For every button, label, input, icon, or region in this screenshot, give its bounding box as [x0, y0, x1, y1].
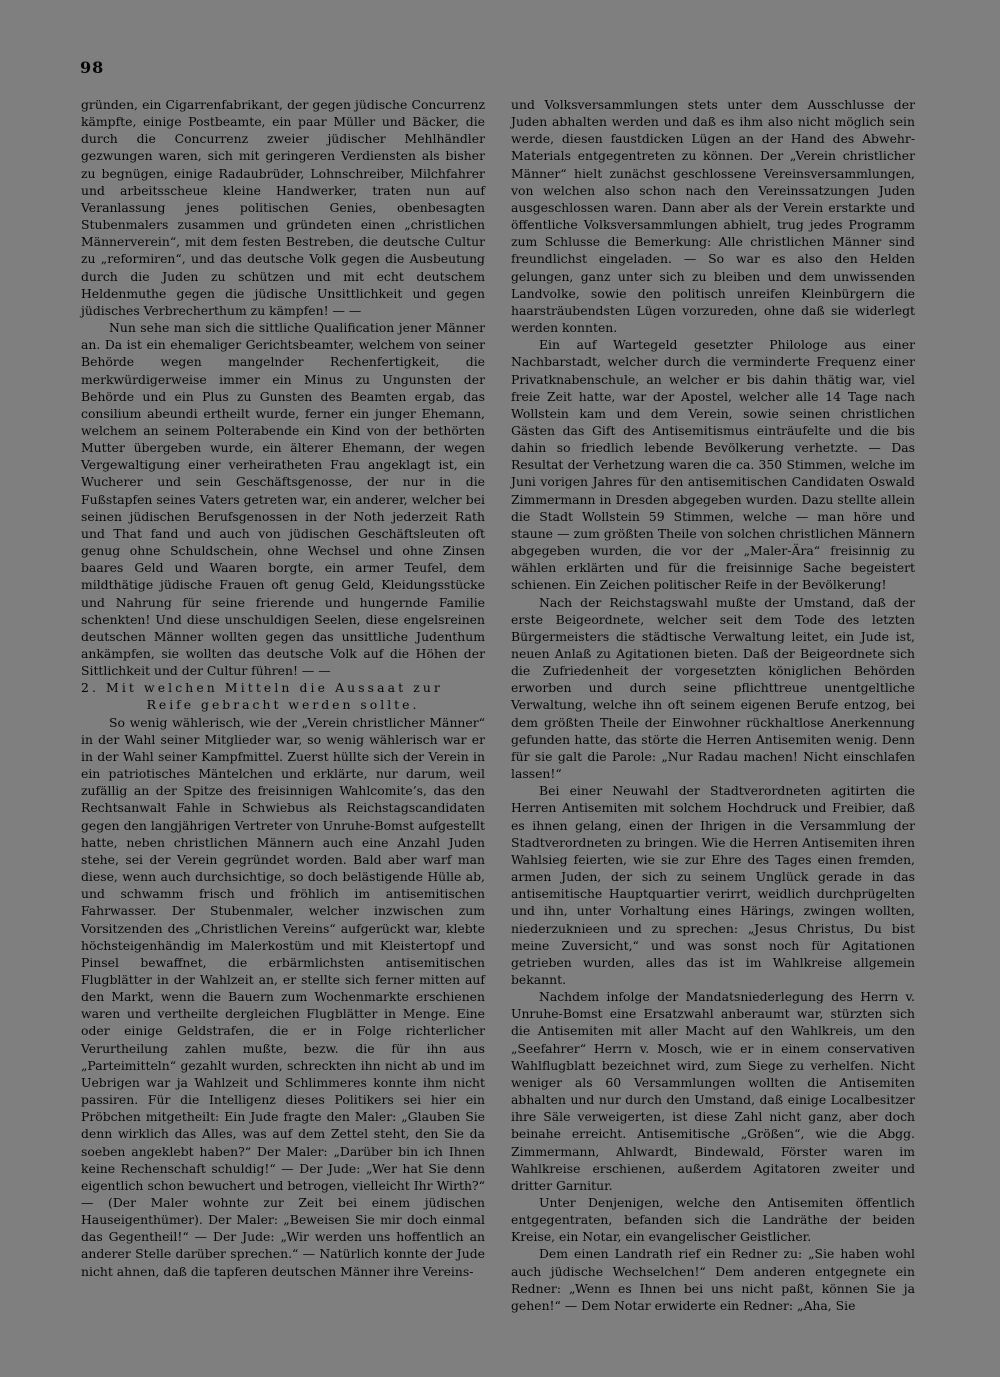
paragraph: und Volksversammlungen stets unter dem Ausschlusse der Juden abhalten werden und daß es ihm also nicht möglich sein werde, diesen faustdicken Lügen an der Hand des Abwehr-Materials entgegentreten zu können. Der „Verein christlicher Männer“ hielt zunächst geschlossene Vereinsversammlungen, von welchen also schon nach den Vereinssatzungen Juden ausgeschlossen waren. Dann aber als der Verein erstarkte und öffentliche Volksversammlungen abhielt, trug jedes Programm zum Schlusse die Bemerkung: Alle christlichen Männer sind freundlichst eingeladen. — So war es also den Helden gelungen, ganz unter sich zu bleiben und dem unwissenden Landvolke, sowie den politisch unreifen Kleinbürgern die haarsträubendsten Lügen vorzureden, ohne daß sie widerlegt werden konnten.	[511, 97, 915, 336]
paragraph: Bei einer Neuwahl der Stadtverordneten agitirten die Herren Antisemiten mit solchem Hochdruck und Freibier, daß es ihnen gelang, einen der Ihrigen in die Versammlung der Stadtverordneten zu bringen. Wie die Herren Antisemiten ihren Wahlsieg feierten, wie sie zur Ehre des Tages einen fremden, armen Juden, der sich zu seinem Unglück gerade in das antisemitische Hauptquartier verirrt, weidlich durchprügelten und ihn, unter Vorhaltung eines Härings, zwingen wollten, niederzuknieen und zu sprechen: „Jesus Christus, Du bist meine Zuversicht,“ und was sonst noch für Agitationen getrieben wurden, alles das ist im Wahlkreise allgemein bekannt.	[511, 783, 915, 987]
left-column	[81, 96, 485, 1280]
right-column	[511, 96, 915, 1314]
page-number: 98	[80, 58, 105, 77]
paragraph: Dem einen Landrath rief ein Redner zu: „Sie haben wohl auch jüdische Wechselchen!“ Dem anderen entgegnete ein Redner: „Wenn es Ihnen bei uns nicht paßt, können Sie ja gehen!“ — Dem Notar erwiderte ein Redner: „Aha, Sie	[511, 1246, 915, 1313]
section-heading: 2. Mit welchen Mitteln die Aussaat zur	[81, 680, 443, 696]
paragraph: Ein auf Wartegeld gesetzter Philologe aus einer Nachbarstadt, welcher durch die verminderte Frequenz einer Privatknabenschule, an welcher er bis dahin thätig war, viel freie Zeit hatte, war der Apostel, welcher alle 14 Tage nach Wollstein kam und dem Verein, sowie seinen christlichen Gästen das Gift des Antisemitismus einträufelte und die bis dahin so friedlich lebende Bevölkerung verhetzte. — Das Resultat der Verhetzung waren die ca. 350 Stimmen, welche im Juni vorigen Jahres für den antisemitischen Candidaten Oswald Zimmermann in Dresden abgegeben wurden. Dazu stellte allein die Stadt Wollstein 59 Stimmen, welche — man höre und staune — zum größten Theile von solchen christlichen Männern abgegeben wurden, die vor der „Maler-Ära“ freisinnig zu wählen erklärten und für die freisinnige Sache begeistert schienen. Ein Zeichen politischer Reife in der Bevölkerung!	[511, 337, 915, 593]
paragraph: Nachdem infolge der Mandatsniederlegung des Herrn v. Unruhe-Bomst eine Ersatzwahl anberaumt war, stürzten sich die Antisemiten mit aller Macht auf den Wahlkreis, um den „Seefahrer“ Herrn v. Mosch, wie er in einem conservativen Wahlflugblatt bezeichnet wird, zum Siege zu verhelfen. Nicht weniger als 60 Versammlungen wollten die Antisemiten abhalten und nur durch den Umstand, daß einige Localbesitzer ihre Säle verweigerten, ist diese Zahl nicht ganz, aber doch beinahe erreicht. Antisemitische „Größen“, wie die Abgg. Zimmermann, Ahlwardt, Bindewald, Förster waren im Wahlkreise erschienen, außerdem Agitatoren zweiter und dritter Garnitur.	[511, 989, 915, 1193]
paragraph: So wenig wählerisch, wie der „Verein christlicher Männer“ in der Wahl seiner Mitglieder war, so wenig wählerisch war er in der Wahl seiner Kampfmittel. Zuerst hüllte sich der Verein in ein patriotisches Mäntelchen und erklärte, nur darum, weil zufällig an der Spitze des freisinnigen Wahlcomite’s, das den Rechtsanwalt Fahle in Schwiebus als Reichstagscandidaten gegen den langjährigen Vertreter von Unruhe-Bomst aufgestellt hatte, neben christlichen Männern auch eine Anzahl Juden stehe, sei der Verein gegründet worden. Bald aber warf man diese, wenn auch durchsichtige, so doch belästigende Hülle ab, und schwamm frisch und fröhlich im antisemitischen Fahrwasser. Der Stubenmaler, welcher inzwischen zum Vorsitzenden des „Christlichen Vereins“ aufgerückt war, klebte höchsteigenhändig im Malerkostüm und mit Kleistertopf und Pinsel bewaffnet, die erbärmlichsten antisemitischen Flugblätter in der Wahlzeit an, er stellte sich ferner mitten auf den Markt, wenn die Bauern zum Wochenmarkte erschienen waren und vertheilte dergleichen Flugblätter in Menge. Eine oder einige Geldstrafen, die er in Folge richterlicher Verurtheilung zahlen mußte, bezw. die für ihn aus „Parteimitteln“ gezahlt wurden, schreckten ihn nicht ab und im Uebrigen war ja Wahlzeit und Schlimmeres konnte ihm nicht passiren. Für die Intelligenz dieses Politikers sei hier ein Pröbchen mitgetheilt: Ein Jude fragte den Maler: „Glauben Sie denn wirklich das Alles, was auf dem Zettel steht, den Sie da soeben angeklebt haben?“ Der Maler: „Darüber bin ich Ihnen keine Rechenschaft schuldig!“ — Der Jude: „Wer hat Sie denn eigentlich schon bewuchert und betrogen, vielleicht Ihr Wirth?“ — (Der Maler wohnte zur Zeit bei einem jüdischen Hauseigenthümer). Der Maler: „Beweisen Sie mir doch einmal das Gegentheil!“ — Der Jude: „Wir werden uns hoffentlich an anderer Stelle darüber sprechen.“ — Natürlich konnte der Jude nicht ahnen, daß die tapferen deutschen Männer ihre Vereins-	[81, 714, 485, 1279]
section-heading: Reife gebracht werden sollte.	[146, 697, 420, 713]
paragraph: Unter Denjenigen, welche den Antisemiten öffentlich entgegentraten, befanden sich die Landräthe der beiden Kreise, ein Notar, ein evangelischer Geistlicher.	[511, 1195, 915, 1245]
paragraph: Nach der Reichstagswahl mußte der Umstand, daß der erste Beigeordnete, welcher seit dem Tode des letzten Bürgermeisters die städtische Verwaltung leitet, ein Jude ist, neuen Anlaß zu Agitationen bieten. Daß der Beigeordnete sich die Zufriedenheit der vorgesetzten königlichen Behörden erworben und durch seine pflichttreue unentgeltliche Verwaltung, welche ihn oft seinem eigenen Berufe entzog, bei dem größten Theile der Einwohner rückhaltlose Anerkennung gefunden hatte, das störte die Herren Antisemiten wenig. Denn für sie galt die Parole: „Nur Radau machen! Nicht einschlafen lassen!“	[511, 594, 915, 782]
paragraph: Nun sehe man sich die sittliche Qualification jener Männer an. Da ist ein ehemaliger Gerichtsbeamter, welchem von seiner Behörde wegen mangelnder Rechenfertigkeit, die merkwürdigerweise immer ein Minus zu Ungunsten der Behörde und ein Plus zu Gunsten des Beamten ergab, das consilium abeundi ertheilt wurde, ferner ein junger Ehemann, welchem an seinem Polterabende ein Kind von der bethörten Mutter übergeben wurde, ein älterer Ehemann, der wegen Vergewaltigung einer verheiratheten Frau angeklagt ist, ein Wucherer und sein Geschäftsgenosse, der nur in die Fußstapfen seines Vaters getreten war, ein anderer, welcher bei seinen jüdischen Berufsgenossen in der Noth jederzeit Rath und That fand und auch von jüdischen Geschäftsleuten oft genug ohne Schuldschein, ohne Wechsel und ohne Zinsen baares Geld und Waaren borgte, ein armer Teufel, dem mildthätige jüdische Frauen oft genug Geld, Kleidungsstücke und Nahrung für seine frierende und hungernde Familie schenkten! Und diese unschuldigen Seelen, diese engelsreinen deutschen Männer wollten gegen das unsittliche Judenthum ankämpfen, sie wollten das deutsche Volk auf die Höhen der Sittlichkeit und der Cultur führen! — —	[81, 320, 485, 679]
paragraph: gründen, ein Cigarrenfabrikant, der gegen jüdische Concurrenz kämpfte, einige Postbeamte, ein paar Müller und Bäcker, die durch die Concurrenz zweier jüdischer Mehlhändler gezwungen waren, sich mit geringeren Verdiensten als bisher zu begnügen, einige Radaubrüder, Lohnschreiber, Milchfahrer und arbeitsscheue kleine Handwerker, traten nun auf Veranlassung jenes politischen Genies, obenbesagten Stubenmalers zusammen und gründeten einen „christlichen Männerverein“, mit dem festen Bestreben, die deutsche Cultur zu „reformiren“, und das deutsche Volk gegen die Ausbeutung durch die Juden zu schützen und mit echt deutschem Heldenmuthe gegen die jüdische Unsittlichkeit und gegen jüdisches Verbrecherthum zu kämpfen! — —	[81, 97, 485, 318]
